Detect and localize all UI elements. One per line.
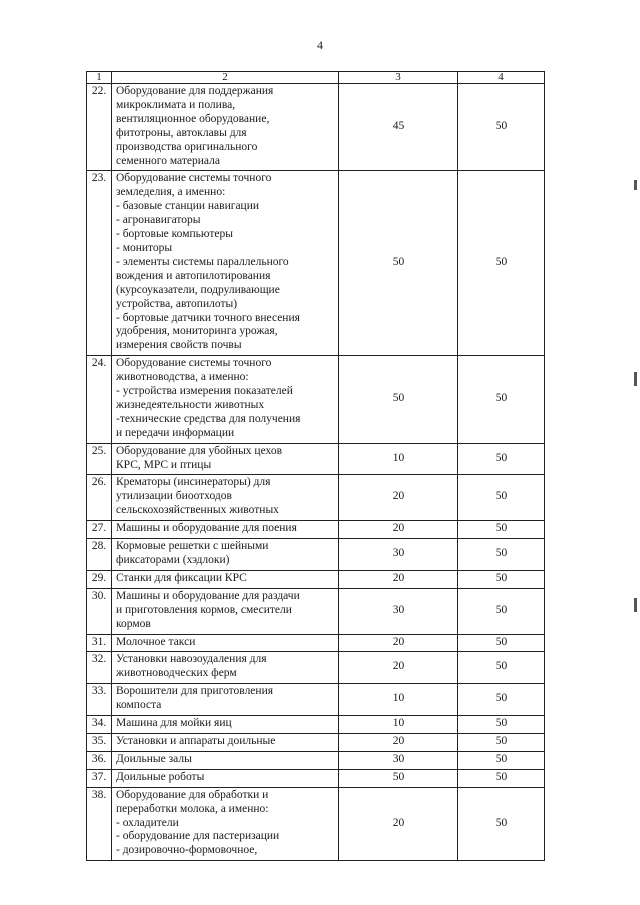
description-line: измерения свойств почвы [116, 339, 242, 352]
row-number: 33. [87, 684, 112, 716]
row-number: 36. [87, 751, 112, 769]
header-col-3: 3 [339, 72, 458, 84]
description-line: и приготовления кормов, смесители [116, 603, 292, 616]
column-4-value: 50 [458, 716, 545, 734]
column-4-value: 50 [458, 652, 545, 684]
column-4-value: 50 [458, 588, 545, 634]
description-line: Кормовые решетки с шейными [116, 540, 269, 553]
row-number: 30. [87, 588, 112, 634]
equipment-description [112, 787, 339, 861]
table-header-row [87, 72, 545, 84]
table-row [87, 634, 545, 652]
description-line: компоста [116, 699, 162, 712]
description-line: жизнедеятельности животных [116, 398, 265, 411]
description-line: сельскохозяйственных животных [116, 504, 279, 517]
equipment-description [112, 443, 339, 475]
description-line: удобрения, мониторинга урожая, [116, 325, 278, 338]
equipment-description [112, 769, 339, 787]
description-line: Машины и оборудование для раздачи [116, 589, 300, 602]
row-number: 24. [87, 356, 112, 443]
description-line: Установки и аппараты доильные [116, 734, 276, 747]
column-4-value: 50 [458, 475, 545, 521]
equipment-description [112, 588, 339, 634]
column-4-value: 50 [458, 751, 545, 769]
description-line: - устройства измерения показателей [116, 385, 293, 398]
table-row [87, 443, 545, 475]
table-row [87, 356, 545, 443]
column-3-value: 30 [339, 539, 458, 571]
description-line: - дозировочно-формовочное, [116, 844, 258, 857]
header-col-1: 1 [87, 72, 112, 84]
column-3-value: 20 [339, 521, 458, 539]
column-3-value: 30 [339, 751, 458, 769]
description-line: фитотроны, автоклавы для [116, 126, 247, 139]
description-line: и передачи информации [116, 426, 235, 439]
description-line: Доильные роботы [116, 770, 205, 783]
description-line: - агронавигаторы [116, 214, 201, 227]
column-3-value: 45 [339, 84, 458, 171]
equipment-description [112, 751, 339, 769]
description-line: Машины и оборудование для поения [116, 522, 297, 535]
table-row [87, 751, 545, 769]
column-4-value: 50 [458, 787, 545, 861]
equipment-description [112, 475, 339, 521]
column-3-value: 10 [339, 443, 458, 475]
page-number: 4 [317, 38, 323, 52]
description-line: устройства, автопилоты) [116, 297, 238, 310]
table-row [87, 475, 545, 521]
table-row [87, 684, 545, 716]
row-number: 34. [87, 716, 112, 734]
description-line: животноводческих ферм [116, 667, 237, 680]
row-number: 27. [87, 521, 112, 539]
column-3-value: 20 [339, 634, 458, 652]
column-4-value: 50 [458, 539, 545, 571]
column-4-value: 50 [458, 521, 545, 539]
table-row [87, 539, 545, 571]
column-4-value: 50 [458, 171, 545, 356]
description-line: производства оригинального [116, 140, 258, 153]
description-line: Ворошители для приготовления [116, 685, 274, 698]
description-line: Оборудование для убойных цехов [116, 444, 283, 457]
table-row [87, 769, 545, 787]
column-3-value: 50 [339, 769, 458, 787]
description-line: - бортовые компьютеры [116, 228, 233, 241]
table-row [87, 787, 545, 861]
description-line: - охладители [116, 816, 179, 829]
column-3-value: 20 [339, 733, 458, 751]
description-line: микроклимата и полива, [116, 98, 236, 111]
description-line: Крематоры (инсинераторы) для [116, 476, 271, 489]
edge-mark [634, 598, 637, 612]
column-3-value: 10 [339, 716, 458, 734]
row-number: 38. [87, 787, 112, 861]
column-3-value: 20 [339, 570, 458, 588]
description-line: Машина для мойки яиц [116, 717, 232, 730]
row-number: 25. [87, 443, 112, 475]
equipment-description [112, 733, 339, 751]
description-line: вождения и автопилотирования [116, 269, 271, 282]
row-number: 32. [87, 652, 112, 684]
equipment-description [112, 539, 339, 571]
equipment-description [112, 634, 339, 652]
description-line: животноводства, а именно: [116, 371, 249, 384]
column-4-value: 50 [458, 356, 545, 443]
description-line: - бортовые датчики точного внесения [116, 311, 300, 324]
header-col-2: 2 [112, 72, 339, 84]
equipment-table [86, 71, 545, 861]
description-line: (курсоуказатели, подруливающие [116, 283, 280, 296]
equipment-description [112, 171, 339, 356]
description-line: Станки для фиксации КРС [116, 571, 247, 584]
equipment-description [112, 652, 339, 684]
column-4-value: 50 [458, 684, 545, 716]
description-line: Оборудование для поддержания [116, 85, 274, 97]
description-line: Оборудование системы точного [116, 357, 272, 370]
column-4-value: 50 [458, 634, 545, 652]
description-line: Оборудование системы точного [116, 172, 272, 185]
table-row [87, 716, 545, 734]
description-line: -технические средства для получения [116, 412, 301, 425]
header-col-4: 4 [458, 72, 545, 84]
row-number: 37. [87, 769, 112, 787]
description-line: Доильные залы [116, 752, 192, 765]
column-4-value: 50 [458, 769, 545, 787]
row-number: 22. [87, 84, 112, 171]
row-number: 23. [87, 171, 112, 356]
description-line: КРС, МРС и птицы [116, 458, 212, 471]
column-3-value: 50 [339, 171, 458, 356]
row-number: 35. [87, 733, 112, 751]
table-row [87, 84, 545, 171]
row-number: 28. [87, 539, 112, 571]
description-line: - оборудование для пастеризации [116, 830, 280, 843]
description-line: переработки молока, а именно: [116, 802, 269, 815]
description-line: Установки навозоудаления для [116, 653, 267, 666]
row-number: 31. [87, 634, 112, 652]
table-row [87, 570, 545, 588]
column-3-value: 30 [339, 588, 458, 634]
table-row [87, 521, 545, 539]
column-3-value: 20 [339, 787, 458, 861]
table-row [87, 171, 545, 356]
description-line: - мониторы [116, 241, 173, 254]
edge-mark [634, 180, 637, 190]
equipment-description [112, 570, 339, 588]
edge-mark [634, 372, 637, 386]
equipment-description [112, 684, 339, 716]
column-4-value: 50 [458, 84, 545, 171]
column-4-value: 50 [458, 443, 545, 475]
description-line: Молочное такси [116, 635, 196, 648]
description-line: Оборудование для обработки и [116, 788, 269, 801]
column-3-value: 50 [339, 356, 458, 443]
column-4-value: 50 [458, 733, 545, 751]
description-line: земледелия, а именно: [116, 186, 226, 199]
column-3-value: 10 [339, 684, 458, 716]
column-3-value: 20 [339, 652, 458, 684]
row-number: 26. [87, 475, 112, 521]
column-4-value: 50 [458, 570, 545, 588]
description-line: семенного материала [116, 154, 220, 167]
description-line: - базовые станции навигации [116, 200, 260, 213]
equipment-description [112, 716, 339, 734]
equipment-description [112, 84, 339, 171]
equipment-description [112, 356, 339, 443]
table-row [87, 652, 545, 684]
column-3-value: 20 [339, 475, 458, 521]
description-line: фиксаторами (хэдлоки) [116, 554, 230, 566]
description-line: вентиляционное оборудование, [116, 112, 270, 125]
description-line: кормов [116, 617, 151, 630]
table-row [87, 588, 545, 634]
description-line: утилизации биоотходов [116, 490, 232, 503]
table-row [87, 733, 545, 751]
row-number: 29. [87, 570, 112, 588]
equipment-description [112, 521, 339, 539]
description-line: - элементы системы параллельного [116, 255, 289, 268]
